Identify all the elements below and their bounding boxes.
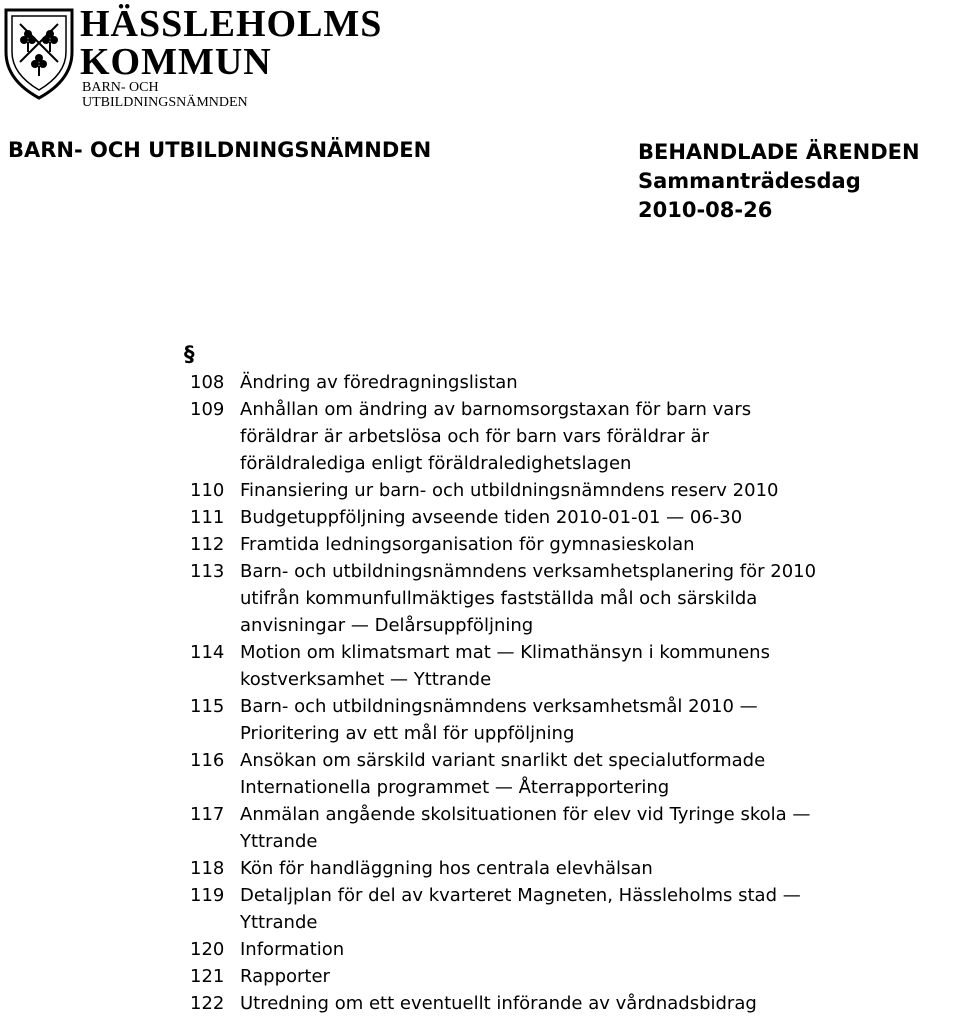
agenda-item-text bbox=[240, 477, 950, 504]
logo-text-barn-och: BARN- OCH bbox=[82, 80, 159, 95]
committee-title: BARN- OCH UTBILDNINGSNÄMNDEN bbox=[8, 138, 432, 162]
agenda-item bbox=[190, 747, 950, 801]
agenda-item-list bbox=[190, 369, 950, 1017]
meeting-label: Sammanträdesdag bbox=[638, 169, 861, 193]
agenda-item-text bbox=[240, 693, 950, 747]
document-type-title: BEHANDLADE ÄRENDEN bbox=[638, 140, 920, 164]
agenda-item-number: 118 bbox=[190, 858, 225, 879]
agenda-item-text-line: Motion om klimatsmart mat — Klimathänsyn i kommunens bbox=[240, 642, 770, 663]
agenda-item-number: 117 bbox=[190, 804, 225, 825]
agenda-item-number: 109 bbox=[190, 399, 225, 420]
section-sign-heading: § bbox=[184, 342, 195, 366]
agenda-item-text-line: Ansökan om särskild variant snarlikt det specialutformade bbox=[240, 750, 766, 771]
agenda-item-text-line: Information bbox=[240, 939, 345, 960]
agenda-item-number: 112 bbox=[190, 534, 225, 555]
agenda-item-text-line: Budgetuppföljning avseende tiden 2010-01-01 — 06-30 bbox=[240, 507, 743, 528]
agenda-item-text bbox=[240, 639, 950, 693]
agenda-item-number: 113 bbox=[190, 561, 225, 582]
logo-text-kommun: KOMMUN bbox=[80, 41, 272, 83]
agenda-item-text-line: Rapporter bbox=[240, 966, 330, 987]
municipality-logo bbox=[0, 0, 383, 112]
agenda-item-text-line: Utredning om ett eventuellt införande av vårdnadsbidrag bbox=[240, 993, 757, 1014]
agenda-item bbox=[190, 531, 950, 558]
meeting-date: 2010-08-26 bbox=[638, 198, 773, 222]
agenda-item-text-line: föräldralediga enligt föräldraledighetslagen bbox=[240, 453, 632, 474]
agenda-item-text bbox=[240, 882, 950, 936]
agenda-item-number: 111 bbox=[190, 507, 225, 528]
agenda-item-text bbox=[240, 855, 950, 882]
agenda-item-text-line: kostverksamhet — Yttrande bbox=[240, 669, 492, 690]
agenda-item-text bbox=[240, 396, 950, 477]
agenda-item-number: 122 bbox=[190, 993, 225, 1014]
agenda-item-text-line: Barn- och utbildningsnämndens verksamhetsmål 2010 — bbox=[240, 696, 758, 717]
agenda-item-text bbox=[240, 747, 950, 801]
agenda-item bbox=[190, 396, 950, 477]
agenda-item-text bbox=[240, 369, 950, 396]
agenda-item-text-line: Anhållan om ändring av barnomsorgstaxan för barn vars bbox=[240, 399, 752, 420]
agenda-item-number: 121 bbox=[190, 966, 225, 987]
agenda-item-text-line: Internationella programmet — Återrapportering bbox=[240, 777, 670, 798]
agenda-item bbox=[190, 882, 950, 936]
agenda-item-text-line: Finansiering ur barn- och utbildningsnämndens reserv 2010 bbox=[240, 480, 779, 501]
agenda-item-text-line: utifrån kommunfullmäktiges fastställda mål och särskilda bbox=[240, 588, 758, 609]
agenda-item-text-line: Ändring av föredragningslistan bbox=[240, 372, 518, 393]
agenda-item-number: 120 bbox=[190, 939, 225, 960]
document-heading bbox=[638, 138, 920, 225]
agenda-item-text-line: anvisningar — Delårsuppföljning bbox=[240, 615, 534, 636]
agenda-item bbox=[190, 990, 950, 1017]
agenda-item-text-line: Framtida ledningsorganisation för gymnasieskolan bbox=[240, 534, 695, 555]
agenda-item-text-line: Kön för handläggning hos centrala elevhälsan bbox=[240, 858, 653, 879]
agenda-item bbox=[190, 504, 950, 531]
agenda-item bbox=[190, 639, 950, 693]
agenda-item-text-line: Barn- och utbildningsnämndens verksamhetsplanering för 2010 bbox=[240, 561, 817, 582]
agenda-item bbox=[190, 477, 950, 504]
agenda-item-text bbox=[240, 531, 950, 558]
agenda-item-text-line: föräldrar är arbetslösa och för barn vars föräldrar är bbox=[240, 426, 709, 447]
agenda-item-text-line: Yttrande bbox=[240, 831, 318, 852]
agenda-item-number: 115 bbox=[190, 696, 225, 717]
agenda-item-number: 116 bbox=[190, 750, 225, 771]
agenda-item-text-line: Prioritering av ett mål för uppföljning bbox=[240, 723, 575, 744]
agenda-item bbox=[190, 558, 950, 639]
agenda-item-number: 110 bbox=[190, 480, 225, 501]
agenda-item-text bbox=[240, 963, 950, 990]
agenda-item bbox=[190, 936, 950, 963]
agenda-item bbox=[190, 801, 950, 855]
agenda-item-number: 114 bbox=[190, 642, 225, 663]
agenda-item bbox=[190, 693, 950, 747]
agenda-item-text-line: Detaljplan för del av kvarteret Magneten, Hässleholms stad — bbox=[240, 885, 801, 906]
agenda-item-text bbox=[240, 801, 950, 855]
agenda-item-text bbox=[240, 504, 950, 531]
agenda-item-number: 119 bbox=[190, 885, 225, 906]
coat-of-arms-icon bbox=[0, 0, 80, 112]
agenda-item-text-line: Yttrande bbox=[240, 912, 318, 933]
agenda-item-text bbox=[240, 990, 950, 1017]
agenda-item-text bbox=[240, 558, 950, 639]
agenda-item bbox=[190, 963, 950, 990]
logo-text-utbildningsnamnden: UTBILDNINGSNÄMNDEN bbox=[82, 95, 248, 110]
agenda-item-text bbox=[240, 936, 950, 963]
agenda-item bbox=[190, 855, 950, 882]
agenda-item-number: 108 bbox=[190, 372, 225, 393]
agenda-item-text-line: Anmälan angående skolsituationen för elev vid Tyringe skola — bbox=[240, 804, 811, 825]
agenda-item bbox=[190, 369, 950, 396]
logo-text-hassleholms: HÄSSLEHOLMS bbox=[80, 3, 383, 45]
